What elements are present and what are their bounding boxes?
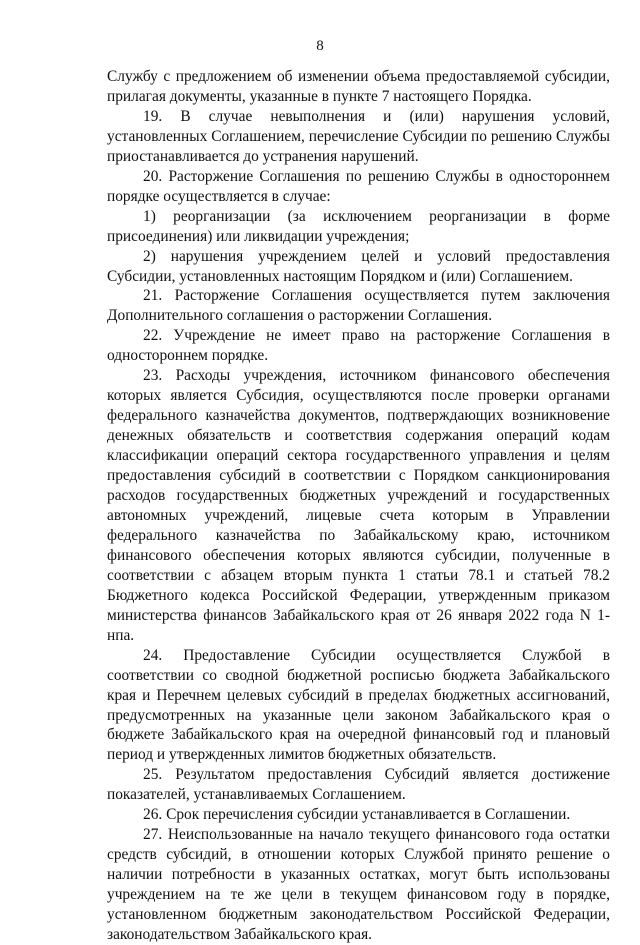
paragraph-27: 27. Неиспользованные на начало текущего финансового года остатки средств субсидий, в отношении которых Службой принято решение о наличии потребности в указанных остатках, могут быть использованы учреждением на те же цели в текущем финансовом году в порядке, установленном бюджетным законодательством Российской Федерации, законодательством Забайкальского края. — [107, 826, 610, 943]
paragraph-26: 26. Срок перечисления субсидии устанавливается в Соглашении. — [143, 806, 571, 824]
paragraph-21: 21. Расторжение Соглашения осуществляется путем заключения Дополнительного соглашения о расторжении Соглашения. — [107, 287, 610, 325]
paragraph-25: 25. Результатом предоставления Субсидий является достижение показателей, устанавливаемых Соглашением. — [107, 766, 610, 804]
paragraph-22: 22. Учреждение не имеет право на расторжение Соглашения в одностороннем порядке. — [107, 327, 610, 365]
paragraph-24: 24. Предоставление Субсидии осуществляется Службой в соответствии со сводной бюджетной росписью бюджета Забайкальского края и Перечнем целевых субсидий в пределах бюджетных ассигнований, предусмотренных на указанные цели законом Забайкальского края о бюджете Забайкальского края на очередной финансовый год и плановый период и утвержденных лимитов бюджетных обязательств. — [107, 646, 610, 764]
paragraph-20-item-1: 1) реорганизации (за исключением реорганизации в форме присоединения) или ликвидации учреждения; — [107, 207, 610, 245]
paragraph-20: 20. Расторжение Соглашения по решению Службы в одностороннем порядке осуществляется в случае: — [107, 167, 610, 205]
document-body — [107, 67, 610, 945]
paragraph-20-item-2: 2) нарушения учреждением целей и условий предоставления Субсидии, установленных настоящим Порядком и (или) Соглашением. — [107, 247, 610, 285]
paragraph-continuation: Службу с предложением об изменении объема предоставляемой субсидии, прилагая документы, указанные в пункте 7 настоящего Порядка. — [107, 68, 610, 105]
page-number: 8 — [316, 38, 324, 54]
paragraph-23: 23. Расходы учреждения, источником финансового обеспечения которых является Субсидия, осуществляются после проверки органами федерального казначейства документов, подтверждающих возникновение денежных обязательств и соответствия содержания операций кодам классификации операций сектора государственного управления и целям предоставления субсидий в соответствии с Порядком санкционирования расходов государственных бюджетных учреждений и государственных автономных учреждений, лицевые счета которым в Управлении федерального казначейства по Забайкальскому краю, источником финансового обеспечения которых являются субсидии, полученные в соответствии с абзацем вторым пункта 1 статьи 78.1 и статьей 78.2 Бюджетного кодекса Российской Федерации, утвержденным приказом министерства финансов Забайкальского края от 26 января 2022 года N 1-нпа. — [107, 367, 610, 644]
paragraph-19: 19. В случае невыполнения и (или) нарушения условий, установленных Соглашением, перечисление Субсидии по решению Службы приостанавливается до устранения нарушений. — [107, 107, 610, 165]
